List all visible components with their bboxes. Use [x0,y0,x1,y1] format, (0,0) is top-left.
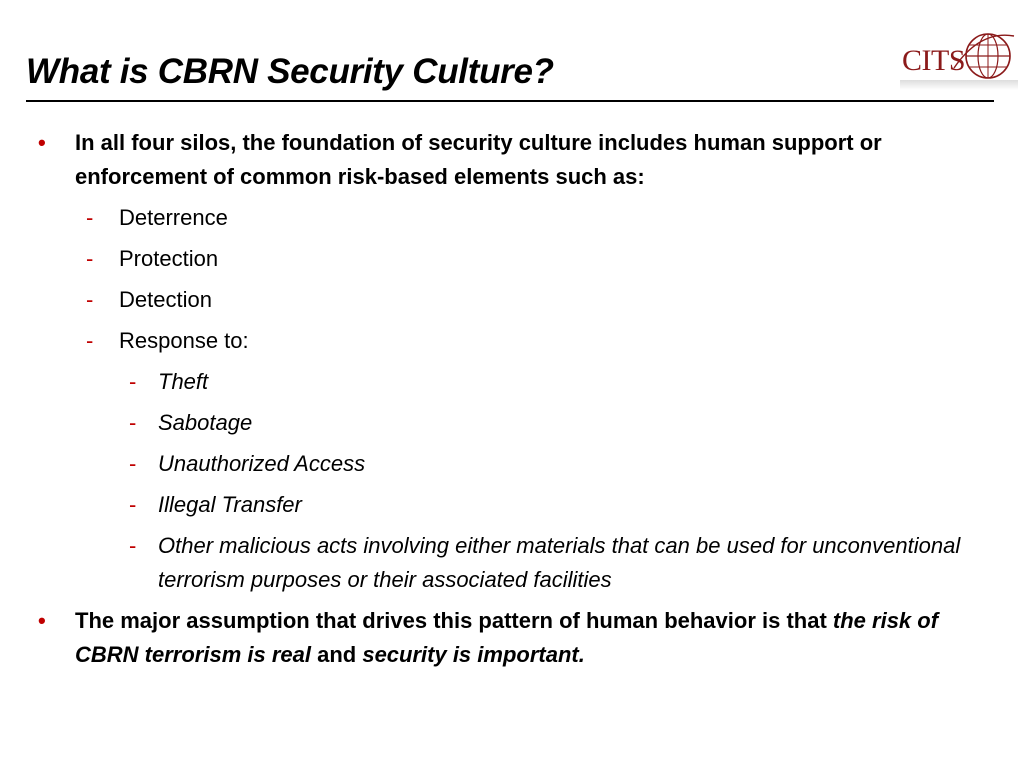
sub-list-item [36,365,996,399]
dash-icon: - [129,451,137,476]
list-item [36,201,996,235]
dash-icon: - [129,410,137,435]
bullet-text-emphasis-security: security is important. [362,642,585,667]
dash-icon: - [86,246,94,271]
sub-list-item [36,529,996,597]
list-item-text: Response to: [119,328,249,353]
bullet-text-part3: and [310,642,363,667]
list-item-text: Protection [119,246,219,271]
bullet-foundation [36,126,996,194]
dash-icon: - [86,328,94,353]
slide-body [36,126,996,679]
list-item [36,283,996,317]
bullet-text-emphasis-risk: the risk of CBRN terrorism is real [75,608,939,667]
list-item-text: Detection [119,287,212,312]
bullet-icon: • [38,608,46,633]
dash-icon: - [129,492,137,517]
bullet-icon: • [38,130,46,155]
dash-icon: - [129,369,137,394]
dash-icon: - [129,533,137,558]
bullet-text: In all four silos, the foundation of security culture includes human support or enforcement of common risk-based elements such as: [75,130,882,189]
sub-list-item [36,488,996,522]
list-item [36,324,996,358]
sub-list-item-text: Other malicious acts involving either materials that can be used for unconventional terrorism purposes or their associated facilities [158,533,961,592]
list-item-text: Deterrence [119,205,228,230]
sub-list-item-text: Theft [158,369,209,394]
slide-title: What is CBRN Security Culture? [26,52,554,91]
title-underline [26,100,994,102]
dash-icon: - [86,205,94,230]
bullet-text-part1: The major assumption that drives this pattern of human behavior is that [75,608,833,633]
logo-reflection [900,80,1018,90]
list-item [36,242,996,276]
sub-list-item-text: Illegal Transfer [158,492,302,517]
sub-list-item [36,406,996,440]
bullet-assumption [36,604,996,672]
dash-icon: - [86,287,94,312]
cits-logo [896,24,1020,96]
sub-list-item [36,447,996,481]
globe-icon [950,28,1016,84]
sub-list-item-text: Sabotage [158,410,253,435]
sub-list-item-text: Unauthorized Access [158,451,366,476]
logo-text: CITS [902,44,966,77]
